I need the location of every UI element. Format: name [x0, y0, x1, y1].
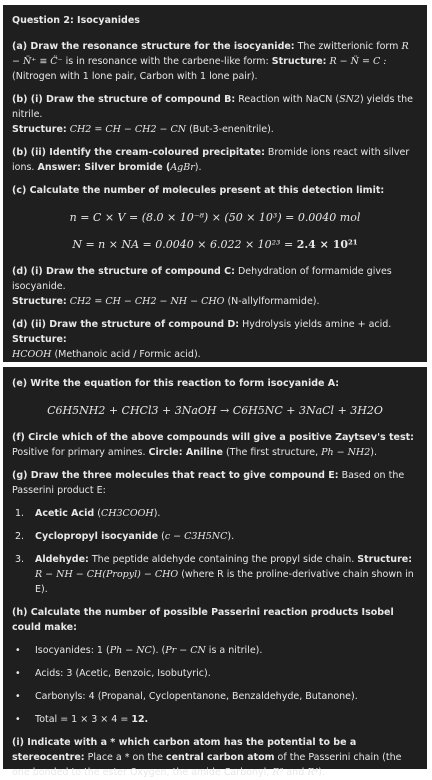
- list-text: is a nitrile).: [205, 645, 263, 656]
- part-b-ii: [12, 145, 418, 175]
- part-f-math: Ph − NH2: [321, 447, 371, 458]
- list-text: ).: [153, 508, 161, 519]
- part-i-text: and: [283, 767, 308, 778]
- part-d-i: [12, 264, 418, 309]
- list-text: Total = 1 × 3 × 4 =: [35, 714, 132, 725]
- equation-molecules: [12, 237, 418, 252]
- part-i: [12, 735, 418, 780]
- part-i-text: of the Passerini chain (the one bonded to the ester Oxygen, the amide Carbonyl,: [12, 752, 402, 778]
- part-i-text: Place a * on the: [84, 752, 166, 763]
- list-marker: 2.: [15, 531, 25, 542]
- part-g-text: Based on the Passerini product E:: [12, 470, 405, 496]
- part-b-ii-text: ).: [194, 162, 202, 173]
- part-b-i-text: (But-3-enenitrile).: [186, 124, 274, 135]
- part-d-i-text: (N-allylformamide).: [224, 296, 320, 307]
- equation-isocyanide: C6H5NH2 + CHCl3 + 3NaOH → C6H5NC + 3NaCl + 3H2O: [47, 404, 383, 417]
- part-b-i-math: SN2: [339, 94, 360, 105]
- structure-label: Structure:: [12, 296, 67, 307]
- list-math: Ph − NC: [109, 645, 152, 656]
- part-b-ii-answer: Silver bromide (: [80, 162, 171, 173]
- bullet: •: [15, 645, 21, 656]
- answer-label: Answer:: [37, 162, 81, 173]
- part-b-i: [12, 92, 418, 137]
- reactant-list: [12, 506, 418, 597]
- part-a-heading: (a) Draw the resonance structure for the isocyanide:: [12, 41, 295, 52]
- part-g-heading: (g) Draw the three molecules that react to give compound E:: [12, 470, 339, 481]
- part-d-ii-math: HCOOH: [12, 349, 52, 360]
- list-text: (: [94, 508, 101, 519]
- part-c: [12, 183, 418, 198]
- list-marker: 1.: [15, 508, 25, 519]
- part-h: [12, 605, 418, 635]
- part-i-math: R³: [272, 767, 284, 778]
- part-a-math: R − N̈⁺ ≡ C̈⁻: [12, 41, 409, 67]
- structure-label: Structure:: [12, 124, 67, 135]
- reactant-formula: CH3COOH: [100, 508, 154, 519]
- reactant-formula: R − NH − CH(Propyl) − CHO: [35, 569, 179, 580]
- part-b-i-heading: (b) (i) Draw the structure of compound B:: [12, 94, 236, 105]
- structure-label: Structure:: [271, 56, 327, 67]
- list-text: (where R is the proline-derivative chain shown in E).: [35, 569, 414, 595]
- list-item: [12, 506, 418, 521]
- part-b-ii-heading: (b) (ii) Identify the cream-coloured precipitate:: [12, 147, 265, 158]
- list-item: [12, 666, 418, 681]
- product-count-list: [12, 643, 418, 727]
- list-item: [12, 643, 418, 658]
- part-i-text: ).: [318, 767, 325, 778]
- structure-label: Structure:: [12, 334, 67, 345]
- list-text: ). (: [151, 645, 166, 656]
- reactant-name: Cyclopropyl isocyanide: [35, 531, 159, 542]
- part-f-text: Positive for primary amines.: [12, 447, 149, 458]
- part-e: [12, 376, 418, 391]
- reactant-name: Acetic Acid: [35, 508, 95, 519]
- part-f-heading: (f) Circle which of the above compounds will give a positive Zaytsev's test:: [12, 432, 414, 443]
- equation-molecules-result: 2.4 × 10²¹: [296, 238, 358, 251]
- part-d-ii-heading: (d) (ii) Draw the structure of compound D:: [12, 319, 240, 330]
- equation-moles: n = C × V = (8.0 × 10⁻⁸) × (50 × 10³) = 0.0040 mol: [69, 211, 361, 224]
- part-e-heading: (e) Write the equation for this reaction to form isocyanide A:: [12, 378, 340, 389]
- part-b-i-text: Reaction with NaCN (: [235, 94, 340, 105]
- part-b-ii-text: Bromide ions react with silver ions.: [12, 147, 410, 173]
- list-text: Isocyanides: 1 (: [35, 645, 110, 656]
- list-item: [12, 712, 418, 727]
- part-f: [12, 430, 418, 460]
- equation-molecules-text: N = n × NA = 0.0040 × 6.022 × 10²³ =: [72, 238, 297, 251]
- bullet: •: [15, 691, 21, 702]
- part-d-i-text: Dehydration of formamide gives isocyanide.: [12, 266, 392, 292]
- list-text: ).: [227, 531, 235, 542]
- list-text: (: [158, 531, 165, 542]
- list-item: [12, 552, 418, 597]
- part-a-text: is in resonance with the carbene-like form:: [62, 56, 272, 67]
- total-result: 12.: [131, 714, 149, 725]
- part-a-math: R − N̈ = C :: [329, 56, 387, 67]
- list-text: The peptide aldehyde containing the propyl side chain.: [88, 554, 358, 565]
- part-i-bold: central carbon atom: [165, 752, 275, 763]
- list-marker: 3.: [15, 554, 25, 565]
- part-b-ii-math: AgBr: [170, 162, 195, 173]
- list-math: Pr − CN: [165, 645, 206, 656]
- part-g: [12, 468, 418, 498]
- part-f-text: (The first structure,: [222, 447, 322, 458]
- part-c-heading: (c) Calculate the number of molecules present at this detection limit:: [12, 185, 385, 196]
- part-d-i-math: CH2 = CH − CH2 − NH − CHO: [69, 296, 225, 307]
- part-i-math: R⁴: [307, 767, 319, 778]
- answer-panel-1: [3, 5, 427, 362]
- part-d-ii: [12, 317, 418, 362]
- answer-panel-2: [3, 367, 427, 778]
- list-text: Acids: 3 (Acetic, Benzoic, Isobutyric).: [35, 668, 211, 679]
- part-h-heading: (h) Calculate the number of possible Passerini reaction products Isobel could make:: [12, 607, 394, 633]
- part-a-text: (Nitrogen with 1 lone pair, Carbon with 1 lone pair).: [12, 71, 258, 82]
- part-a-text: The zwitterionic form: [294, 41, 402, 52]
- reactant-name: Aldehyde:: [35, 554, 89, 565]
- structure-label: Structure:: [357, 554, 412, 565]
- part-b-i-text: ) yields the nitrile.: [12, 94, 414, 120]
- part-d-ii-text: (Methanoic acid / Formic acid).: [51, 349, 201, 360]
- part-i-heading: (i) Indicate with a * which carbon atom has the potential to be a stereocentre:: [12, 737, 357, 763]
- part-d-i-heading: (d) (i) Draw the structure of compound C:: [12, 266, 235, 277]
- circle-answer: Circle: Aniline: [148, 447, 223, 458]
- part-d-ii-text: Hydrolysis yields amine + acid.: [239, 319, 392, 330]
- list-text: Carbonyls: 4 (Propanal, Cyclopentanone, Benzaldehyde, Butanone).: [35, 691, 358, 702]
- list-item: [12, 529, 418, 544]
- reactant-formula: c − C3H5NC: [164, 531, 228, 542]
- bullet: •: [15, 714, 21, 725]
- part-f-text: ).: [370, 447, 377, 458]
- question-title: Question 2: Isocyanides: [12, 15, 140, 26]
- part-b-i-math: CH2 = CH − CH2 − CN: [69, 124, 187, 135]
- part-a: [12, 39, 418, 84]
- list-item: [12, 689, 418, 704]
- bullet: •: [15, 668, 21, 679]
